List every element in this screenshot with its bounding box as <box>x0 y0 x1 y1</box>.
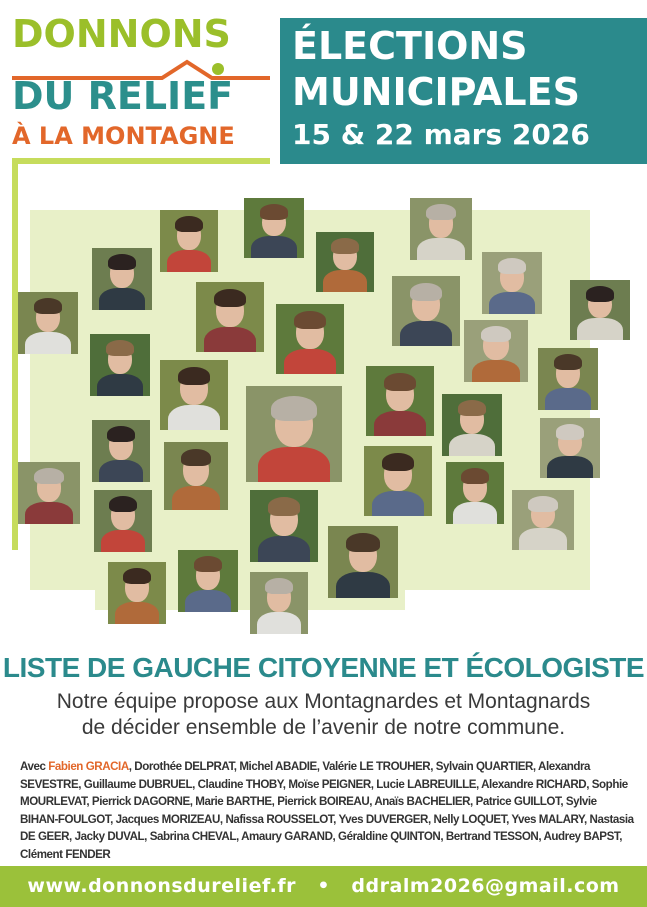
candidate-portrait <box>160 210 218 272</box>
candidate-portrait <box>244 198 304 258</box>
subtitle-line-2: de décider ensemble de l’avenir de notre commune. <box>81 716 566 739</box>
logo-underline <box>12 158 270 164</box>
candidate-portrait <box>442 394 502 456</box>
banner-title-2: MUNICIPALES <box>292 70 580 114</box>
candidate-portrait <box>94 490 152 552</box>
candidate-portrait <box>196 282 264 352</box>
candidate-list <box>20 758 635 864</box>
candidate-portrait <box>392 276 460 346</box>
election-banner <box>280 18 647 164</box>
candidate-portrait <box>160 360 228 430</box>
candidate-portrait <box>90 334 150 396</box>
logo-line-3: À LA MONTAGNE <box>12 122 235 150</box>
candidate-portrait <box>364 446 432 516</box>
logo-line-1: DONNONS <box>12 12 231 56</box>
candidate-portrait <box>464 320 528 382</box>
email-link[interactable]: ddralm2026@gmail.com <box>351 875 620 897</box>
lead-candidate: Fabien GRACIA <box>48 760 129 773</box>
candidate-portrait <box>446 462 504 524</box>
candidate-portrait <box>410 198 472 260</box>
candidate-portrait <box>512 490 574 550</box>
candidate-portrait <box>250 572 308 634</box>
candidate-portrait <box>92 420 150 482</box>
candidate-portrait <box>540 418 600 478</box>
logo-line-2: DU RELIEF <box>12 74 234 118</box>
list-title: LISTE DE GAUCHE CITOYENNE ET ÉCOLOGISTE <box>2 652 645 683</box>
election-dates: 15 & 22 mars 2026 <box>292 118 590 151</box>
candidate-portrait <box>164 442 228 510</box>
contact-footer <box>0 866 647 907</box>
candidate-prefix: Avec <box>20 760 46 773</box>
website-link[interactable]: www.donnonsdurelief.fr <box>27 875 297 897</box>
footer-separator: • <box>317 875 331 897</box>
candidate-portrait <box>178 550 238 612</box>
candidate-portrait <box>108 562 166 624</box>
candidate-portrait <box>482 252 542 314</box>
candidate-portrait <box>18 292 78 354</box>
other-candidates: , Dorothée DELPRAT, Michel ABADIE, Valérie LE TROUHER, Sylvain QUARTIER, Alexandra SEVESTRE, Guillaume DUBRUEL, Claudine THOBY, Moïse PEIGNER, Lucie LABREUILLE, Alexandre RICHARD, Sophie MOURLEVAT, Pierrick DAGORNE, Marie BARTHE, Pierrick BOIREAU, Anaïs BACHELIER, Patrice GUILLOT, Sylvie BIHAN-FOULGOT, Jacques MORIZEAU, Nafissa ROUSSELOT, Yves DUVERGER, Nelly LOQUET, Yves MALARY, Nastasia DE GEER, Jacky DUVAL, Sabrina CHEVAL, Amaury GARAND, Géraldine QUINTON, Bertrand TESSON, Audrey BAPST, Clément FENDER <box>20 760 634 861</box>
candidate-portrait <box>570 280 630 340</box>
candidate-portrait <box>92 248 152 310</box>
banner-title-1: ÉLECTIONS <box>292 24 528 68</box>
candidate-portrait <box>538 348 598 410</box>
candidate-portrait <box>276 304 344 374</box>
candidate-portrait <box>18 462 80 524</box>
candidate-portrait <box>316 232 374 292</box>
subtitle-line-1: Notre équipe propose aux Montagnardes et Montagnards <box>56 690 591 713</box>
campaign-logo <box>12 12 272 162</box>
candidate-portrait <box>250 490 318 562</box>
candidate-portrait <box>246 386 342 482</box>
candidate-portrait <box>328 526 398 598</box>
candidate-portrait <box>366 366 434 436</box>
